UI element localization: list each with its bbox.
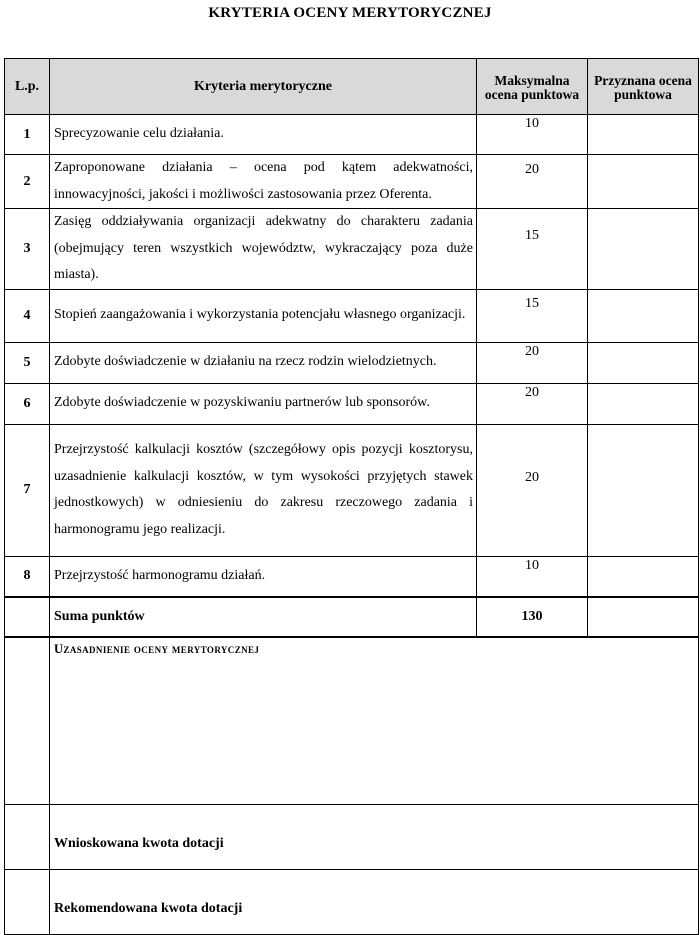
table-row	[5, 424, 699, 556]
table-row	[5, 289, 699, 342]
table-row	[5, 155, 699, 209]
row-granted-cell[interactable]	[588, 556, 699, 597]
row-lp: 4	[5, 289, 50, 342]
row-granted-cell[interactable]	[588, 209, 699, 290]
row-lp: 1	[5, 115, 50, 155]
row-max: 20	[477, 155, 588, 209]
row-criteria: Zasięg oddziaływania organizacji adekwatny do charakteru zadania (obejmujący teren wszystkich województw, wykraczający poza duże miasta).	[50, 209, 477, 290]
sum-granted-cell[interactable]	[588, 597, 699, 637]
justification-empty-cell	[5, 637, 50, 805]
table-row	[5, 342, 699, 383]
justification-row	[5, 637, 699, 805]
row-max: 20	[477, 342, 588, 383]
row-granted-cell[interactable]	[588, 155, 699, 209]
row-max: 20	[477, 383, 588, 424]
row-lp: 3	[5, 209, 50, 290]
row-lp: 8	[5, 556, 50, 597]
row-max: 20	[477, 424, 588, 556]
row-max: 15	[477, 289, 588, 342]
row-granted-cell[interactable]	[588, 383, 699, 424]
header-max: Maksymalna ocena punktowa	[477, 59, 588, 115]
criteria-table	[4, 58, 699, 935]
row-lp: 2	[5, 155, 50, 209]
sum-row	[5, 597, 699, 637]
row-granted-cell[interactable]	[588, 424, 699, 556]
row-granted-cell[interactable]	[588, 115, 699, 155]
table-row	[5, 115, 699, 155]
row-criteria: Zdobyte doświadczenie w działaniu na rzecz rodzin wielodzietnych.	[50, 342, 477, 383]
justification-label[interactable]: Uzasadnienie oceny merytorycznej	[50, 637, 699, 805]
row-max: 10	[477, 115, 588, 155]
row-lp: 6	[5, 383, 50, 424]
requested-empty-cell	[5, 805, 50, 870]
page-title: KRYTERIA OCENY MERYTORYCZNEJ	[208, 5, 492, 21]
recommended-amount-label[interactable]: Rekomendowana kwota dotacji	[50, 870, 699, 935]
row-granted-cell[interactable]	[588, 342, 699, 383]
sum-empty-cell	[5, 597, 50, 637]
table-row	[5, 556, 699, 597]
row-criteria: Przejrzystość kalkulacji kosztów (szczegółowy opis pozycji kosztorysu, uzasadnienie kalkulacji kosztów, w tym wysokości przyjętych stawek jednostkowych) w odniesieniu do zakresu rzeczowego zadania i harmonogramu jego realizacji.	[50, 424, 477, 556]
row-criteria: Przejrzystość harmonogramu działań.	[50, 556, 477, 597]
row-lp: 7	[5, 424, 50, 556]
sum-value: 130	[477, 597, 588, 637]
sum-label: Suma punktów	[50, 597, 477, 637]
row-criteria: Sprecyzowanie celu działania.	[50, 115, 477, 155]
header-criteria: Kryteria merytoryczne	[50, 59, 477, 115]
header-lp: L.p.	[5, 59, 50, 115]
table-row	[5, 383, 699, 424]
row-criteria: Zaproponowane działania – ocena pod kątem adekwatności, innowacyjności, jakości i możliwości zastosowania przez Oferenta.	[50, 155, 477, 209]
row-lp: 5	[5, 342, 50, 383]
requested-amount-row	[5, 805, 699, 870]
row-criteria: Zdobyte doświadczenie w pozyskiwaniu partnerów lub sponsorów.	[50, 383, 477, 424]
table-row	[5, 209, 699, 290]
row-criteria: Stopień zaangażowania i wykorzystania potencjału własnego organizacji.	[50, 289, 477, 342]
table-header-row	[5, 59, 699, 115]
row-granted-cell[interactable]	[588, 289, 699, 342]
requested-amount-label[interactable]: Wnioskowana kwota dotacji	[50, 805, 699, 870]
recommended-empty-cell	[5, 870, 50, 935]
row-max: 10	[477, 556, 588, 597]
row-max: 15	[477, 209, 588, 290]
header-granted: Przyznana ocena punktowa	[588, 59, 699, 115]
recommended-amount-row	[5, 870, 699, 935]
